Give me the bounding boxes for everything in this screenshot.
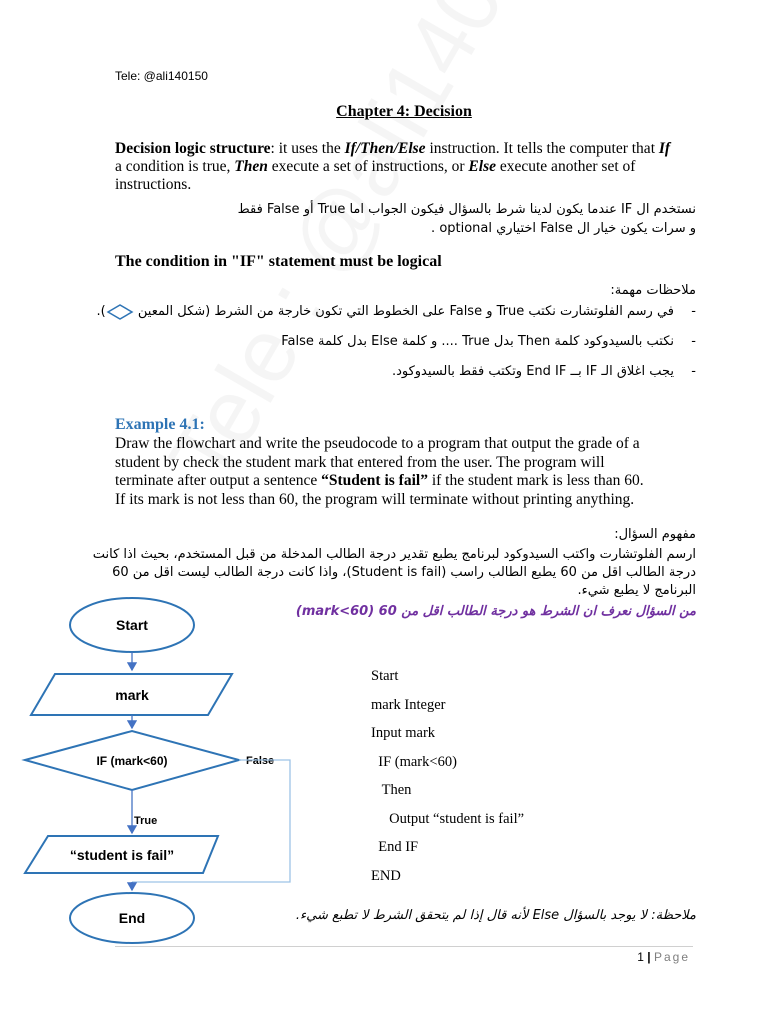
page-number: 1: [637, 950, 644, 964]
intro-term: Decision logic structure: [115, 140, 271, 157]
pseudocode-line: Then: [371, 782, 412, 798]
arabic-intro: [96, 200, 696, 238]
diamond-icon: [106, 304, 134, 320]
pseudocode-line: END: [371, 867, 401, 884]
decision-label: IF (mark<60): [96, 754, 168, 768]
pseudocode-line: Output “student is fail”: [371, 810, 525, 827]
condition-note: من السؤال نعرف ان الشرط هو درجة الطالب اقل من 60 (mark<60): [295, 604, 696, 619]
condition-heading: The condition in "IF" statement must be logical: [115, 253, 442, 270]
bottom-note: ملاحظة: لا يوجد بالسؤال Else لأنه قال إذا لم يتحقق الشرط لا تطبع شيء.: [295, 908, 696, 923]
false-label: False: [246, 755, 275, 767]
arabic-intro-line: و سرات يكون خيار ال False اختياري optional .: [431, 221, 696, 236]
page-footer: 1 | Page: [637, 950, 690, 964]
question-text: ارسم الفلوتشارت واكتب السيدوكود لبرنامج يطبع تقدير درجة الطالب المدخلة من قبل المستخدم، بحيث اذا كانت درجة الطالب اقل من 60 يطبع الطالب راسب (Student is fail)، واذا كانت درجة الطالب ليست اقل من 60 البرنامج لا يطبع شيء.: [92, 547, 696, 598]
list-item: - في رسم الفلوتشارت نكتب True و False على الخطوط التي تكون خارجة من الشرط (شكل المعين ).: [96, 301, 696, 322]
pseudocode-line: Start: [371, 668, 399, 684]
flowchart: [0, 590, 340, 950]
list-item: - نكتب بالسيدوكود كلمة Then بدل True .... و كلمة Else بدل كلمة False: [96, 331, 696, 352]
question-title: مفهوم السؤال:: [614, 527, 696, 542]
arabic-intro-line: نستخدم ال IF عندما يكون لدينا شرط بالسؤال فيكون الجواب اما True أو False فقط: [237, 202, 696, 217]
pseudocode-line: Input mark: [371, 725, 436, 741]
example-text: Draw the flowchart and write the pseudocode to a program that output the grade of a student by check the student mark that entered from the user. The program will terminate after output a sentence “Student is fail” if the student mark is less than 60. If its mark is not less than 60, the program will terminate without printing anything.: [115, 435, 644, 508]
true-label: True: [134, 815, 158, 827]
telegram-handle: Tele: @ali140150: [115, 69, 208, 83]
footer-divider: [115, 946, 693, 947]
pseudocode-line: mark Integer: [371, 696, 446, 713]
output-label: “student is fail”: [69, 847, 175, 863]
end-label: End: [118, 910, 146, 926]
pseudocode: [371, 662, 524, 890]
page-label: Page: [653, 950, 690, 964]
pseudocode-line: IF (mark<60): [371, 753, 457, 770]
watermark: [150, 0, 600, 502]
example-title: Example 4.1:: [115, 416, 205, 433]
notes-list: [96, 301, 696, 391]
list-item: - يجب اغلاق الـ IF بــ End IF وتكتب فقط بالسيدوكود.: [96, 361, 696, 382]
chapter-title: Chapter 4: Decision: [336, 103, 472, 120]
intro-paragraph: Decision logic structure: it uses the If/Then/Else instruction. It tells the computer that If a condition is true, Then execute a set of instructions, or Else execute another set of instructions.: [115, 140, 671, 193]
start-label: Start: [116, 617, 148, 633]
notes-title: ملاحظات مهمة:: [610, 283, 696, 298]
pseudocode-line: End IF: [371, 839, 419, 855]
input-label: mark: [115, 687, 149, 703]
